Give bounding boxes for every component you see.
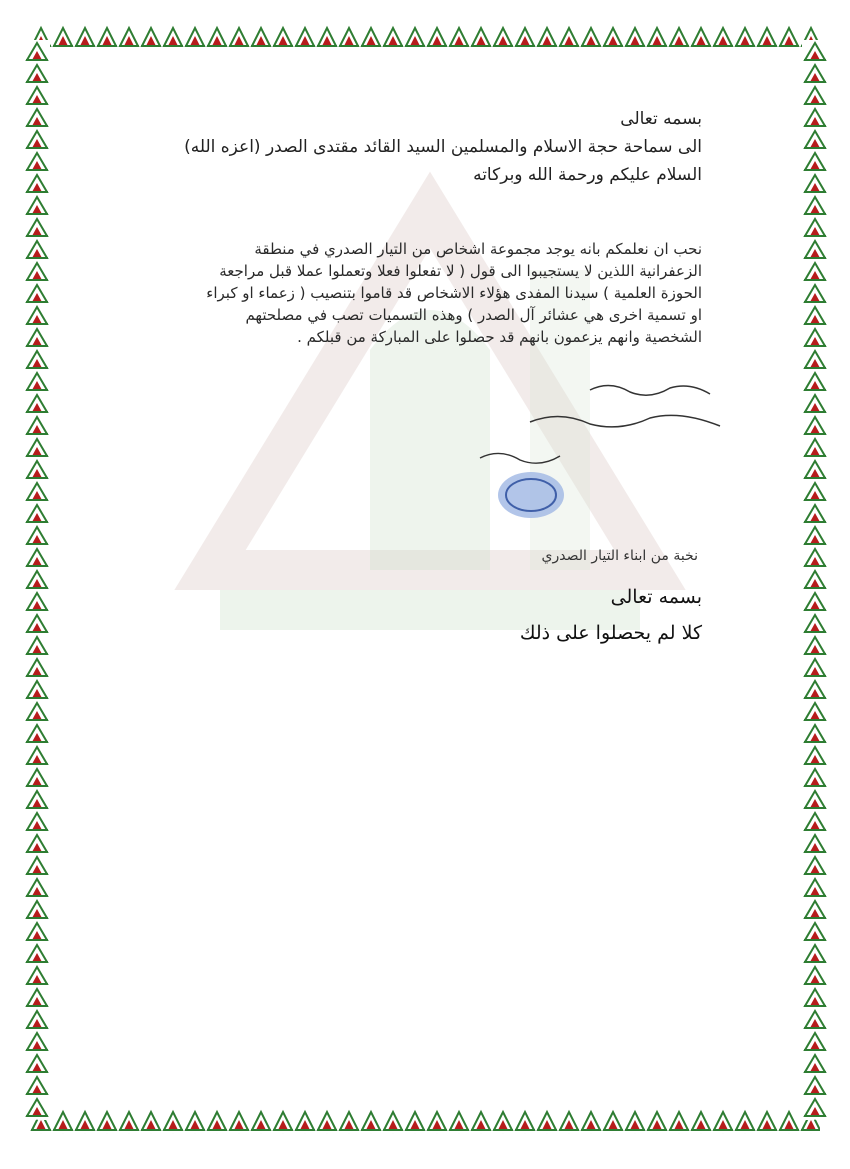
reply-basmala: بسمه تعالى (610, 586, 702, 608)
handwritten-annotation (440, 370, 740, 500)
signatory: نخبة من ابناء التيار الصدري (541, 548, 698, 564)
reply-text: كلا لم يحصلوا على ذلك (519, 622, 702, 644)
official-seal (496, 470, 566, 520)
body-line: او تسمية اخرى هي عشائر آل الصدر ) وهذه التسميات تصب في مصلحتهم (245, 306, 702, 324)
body-line: الشخصية وانهم يزعمون بانهم قد حصلوا على المباركة من قبلكم . (297, 328, 702, 346)
left-border-ornament (24, 40, 50, 1120)
header-basmala: بسمه تعالى (620, 109, 702, 129)
body-line: الحوزة العلمية ) سيدنا المفدى هؤلاء الاشخاص قد قاموا بتنصيب ( زعماء او كبراء (206, 284, 702, 302)
header-addressee: الى سماحة حجة الاسلام والمسلمين السيد القائد مقتدى الصدر (اعزه الله) (184, 137, 702, 157)
body-line: نحب ان نعلمكم بانه يوجد مجموعة اشخاص من التيار الصدري في منطقة (254, 240, 702, 258)
bottom-border-ornament (30, 1108, 820, 1134)
header-greeting: السلام عليكم ورحمة الله وبركاته (473, 165, 702, 185)
body-line: الزعفرانية اللذين لا يستجيبوا الى قول ( لا تفعلوا فعلا وتعملوا عملا قبل مراجعة (219, 262, 702, 280)
top-border-ornament (30, 24, 820, 48)
letter-body (142, 238, 702, 348)
right-border-ornament (802, 40, 828, 1120)
